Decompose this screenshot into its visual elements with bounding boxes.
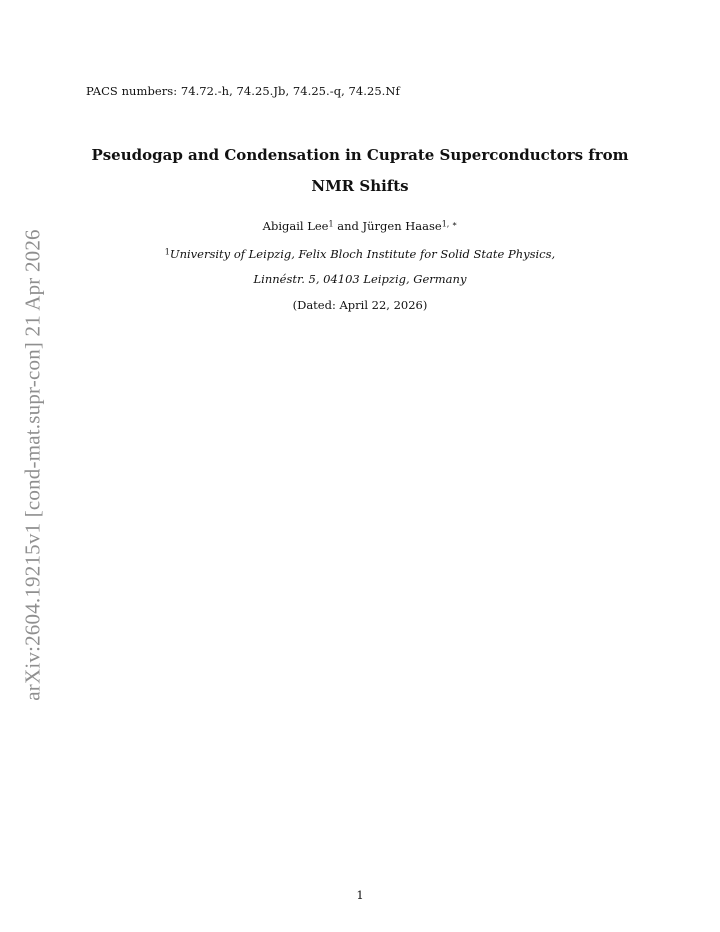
date-line: (Dated: April 22, 2026): [292, 298, 428, 312]
author-name: Abigail Lee: [262, 219, 329, 233]
page-number: 1: [356, 888, 364, 902]
affiliation-line-2: Linnéstr. 5, 04103 Leipzig, Germany: [253, 272, 467, 286]
author-affiliation-marker: 1: [328, 219, 334, 229]
affiliation-text: University of Leipzig, Felix Bloch Institute for Solid State Physics,: [169, 247, 556, 261]
arxiv-identifier-text: arXiv:2604.19215v1 [cond-mat.supr-con] 21 Apr 2026: [20, 229, 45, 701]
paper-title-line-2: NMR Shifts: [311, 177, 409, 195]
pacs-numbers: PACS numbers: 74.72.-h, 74.25.Jb, 74.25.-q, 74.25.Nf: [86, 84, 400, 98]
paper-title-line-1: Pseudogap and Condensation in Cuprate Superconductors from: [91, 146, 629, 164]
author-conjunction: and: [337, 219, 359, 233]
affiliation-marker: 1: [164, 247, 170, 257]
affiliation-line-1: [0, 247, 720, 261]
author-affiliation-marker: 1, ∗: [441, 219, 458, 229]
author-list: [0, 219, 720, 233]
author-name: Jürgen Haase: [362, 219, 442, 233]
